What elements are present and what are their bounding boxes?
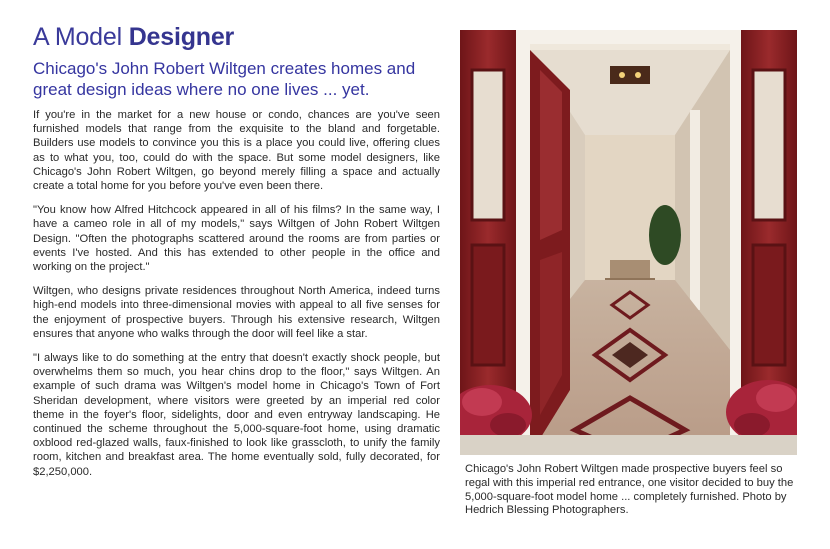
- photo-caption: Chicago's John Robert Wiltgen made prospective buyers feel so regal with this imperial red entrance, one visitor decided to buy the 5,000-square-foot model home ... completely furnished. Photo by Hedrich Blessing Photographers.: [465, 463, 794, 517]
- paragraph-1: If you're in the market for a new house or condo, chances are you've seen furnished models that range from the exquisite to the bland and forgetable. Builders use models to convince you this is a place you could live, offering clues as to what you, too, could do with the space. But some model designers, like Chicago's John Robert Wiltgen, go beyond merely filling a space and actually create a total home for you before you've even been there.: [33, 109, 440, 193]
- article-subtitle: Chicago's John Robert Wiltgen creates homes and great design ideas where no one lives ... yet.: [33, 59, 416, 99]
- title-light: A Model: [33, 23, 122, 51]
- paragraph-4: "I always like to do something at the entry that doesn't exactly shock people, but overwhelms them so much, you hear chins drop to the floor," says Wiltgen. An example of such drama was Wiltgen's model home in Chicago's Town of Fort Sheridan development, where visitors were greeted by an imperial red color theme in the foyer's floor, sidelights, door and even entryway landscaping. He continued the scheme throughout the 5,000-square-foot home, using dramatic oxblood red-glazed walls, faux-finished to look like grasscloth, to unify the family room, kitchen and breakfast area. The home eventually sold, fully decorated, for $2,250,000.: [33, 352, 440, 478]
- article-title: [33, 22, 440, 52]
- title-bold: Designer: [128, 23, 235, 51]
- entry-photo-illustration: [460, 30, 797, 455]
- article-column: [33, 22, 440, 489]
- entry-photo: [460, 30, 797, 455]
- paragraph-2: "You know how Alfred Hitchcock appeared in all of his films? In the same way, I have a cameo role in all of my models," says Wiltgen of John Robert Wiltgen Design. "Often the photographs scattered around the rooms are from parties or events I've hosted. And this has extended to other people in the office and working on the project.": [33, 204, 440, 274]
- paragraph-3: Wiltgen, who designs private residences throughout North America, indeed turns high-end models into three-dimensional movies with appeal to all five senses for the enjoyment of prospective buyers. Through his extensive research, Wiltgen ensures that anyone who walks through the door will feel like a star.: [33, 285, 440, 340]
- article-body: [33, 108, 440, 479]
